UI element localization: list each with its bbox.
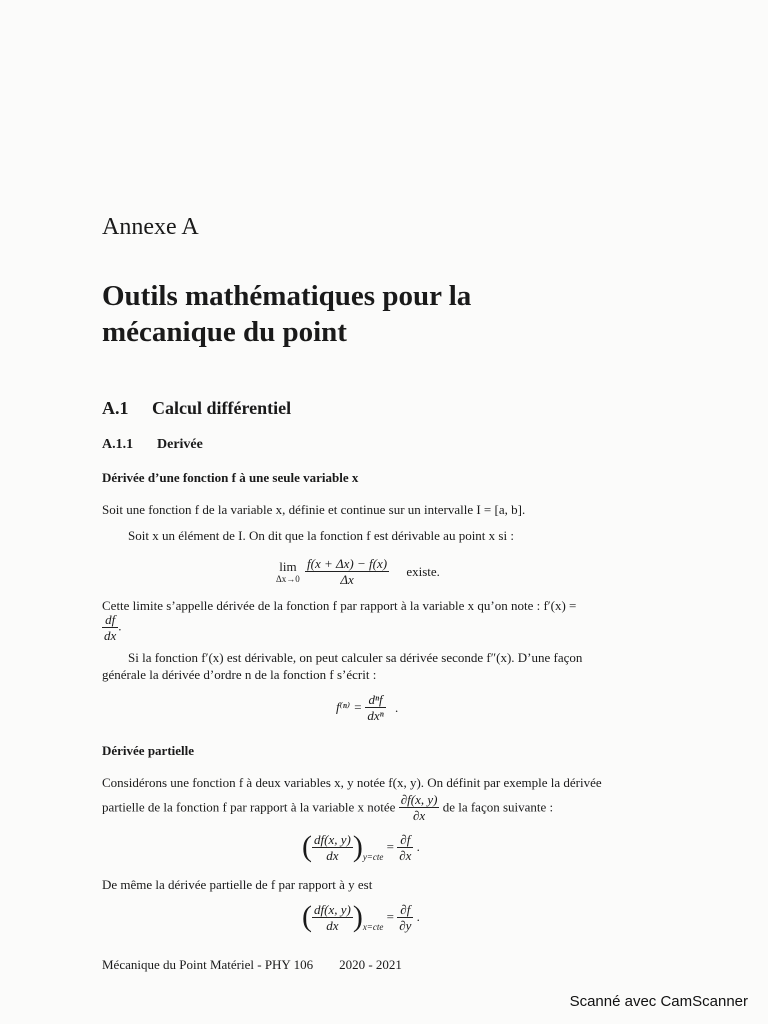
chapter-title-line2: mécanique du point — [102, 316, 347, 348]
fraction-denominator: Δx — [340, 572, 354, 587]
fraction-numerator: ∂f(x, y) — [400, 792, 438, 807]
lim-subscript: Δx→0 — [276, 573, 300, 584]
fraction-numerator: dⁿf — [365, 692, 385, 708]
equation-tail: existe. — [406, 563, 440, 579]
inline-fraction-df-dx: $\frac{df}{dx}$ . — [104, 612, 122, 643]
camscanner-watermark: Scanné avec CamScanner — [569, 993, 748, 1010]
fraction-denominator: ∂x — [412, 808, 426, 823]
equation-partial-x: ( $\frac{df(x, y)}{dx}$ )$_{y=cte}$ = $\frac{\partial f}{\partial x}$ . — [302, 830, 420, 863]
equation-tail: . — [395, 699, 399, 715]
paragraph-heading-partielle: Dérivée partielle — [102, 743, 195, 758]
fraction-denominator: dx — [104, 628, 117, 643]
text-line: Si la fonction f′(x) est dérivable, on peut calculer sa dérivée seconde f″(x). D’une façon — [128, 650, 583, 665]
fraction-numerator: df — [102, 612, 118, 628]
section-number: A.1 — [102, 398, 129, 418]
fraction-denominator: dx — [326, 847, 339, 863]
fraction-denominator: ∂x — [399, 847, 412, 863]
chapter-title — [102, 278, 471, 350]
footer-course: Mécanique du Point Matériel - PHY 106 — [102, 957, 314, 972]
text-segment: partielle de la fonction f par rapport à la variable x notée — [102, 799, 396, 815]
equation-tail: . — [416, 839, 420, 854]
text-line: Soit x un élément de I. On dit que la fonction f est dérivable au point x si : — [128, 528, 514, 543]
text-line: Cette limite s’appelle dérivée de la fonction f par rapport à la variable x qu’on note : f′(x) = — [102, 598, 577, 613]
fraction-numerator: df(x, y) — [314, 831, 351, 847]
fraction-denominator: dx — [326, 917, 339, 933]
fraction-denominator: dxⁿ — [367, 708, 384, 723]
equation-subscript: x=cte — [362, 921, 384, 932]
footer-year: 2020 - 2021 — [339, 957, 402, 972]
text-segment: de la façon suivante : — [442, 799, 554, 815]
equation-partial-y: ( $\frac{df(x, y)}{dx}$ )$_{x=cte}$ = $\frac{\partial f}{\partial y}$ . — [302, 900, 420, 933]
paragraph-heading-derivee: Dérivée d’une fonction f à une seule variable x — [102, 470, 359, 485]
fraction-numerator: f(x + Δx) − f(x) — [307, 556, 388, 571]
subsection-title: Derivée — [157, 437, 203, 452]
fraction-denominator: ∂y — [399, 917, 412, 933]
section-title: Calcul différentiel — [152, 398, 292, 418]
page-footer — [102, 957, 402, 973]
fraction-numerator: ∂f — [397, 832, 413, 848]
chapter-label: Annexe A — [102, 214, 199, 240]
section-heading — [102, 398, 291, 419]
equation-subscript: y=cte — [362, 851, 384, 862]
text-line-with-fraction — [102, 792, 553, 823]
subsection-number: A.1.1 — [102, 437, 134, 452]
chapter-title-line1: Outils mathématiques pour la — [102, 280, 472, 312]
equation-lhs: f⁽ⁿ⁾ = — [336, 699, 363, 715]
text-line: Considérons une fonction f à deux variables x, y notée f(x, y). On définit par exemple la dérivée — [102, 775, 602, 790]
equation-tail: . — [416, 909, 420, 924]
text-line: De même la dérivée partielle de f par rapport à y est — [102, 877, 373, 892]
subsection-heading — [102, 437, 203, 453]
fraction-numerator: ∂f — [397, 902, 413, 918]
text-line: générale la dérivée d’ordre n de la fonction f s’écrit : — [102, 667, 377, 682]
lim-label: lim — [279, 558, 297, 574]
text-line: Soit une fonction f de la variable x, définie et continue sur un intervalle I = [a, b]. — [102, 502, 526, 517]
equation-limit — [276, 556, 440, 587]
fraction-numerator: df(x, y) — [314, 901, 351, 917]
equation-nth-derivative — [336, 692, 398, 723]
